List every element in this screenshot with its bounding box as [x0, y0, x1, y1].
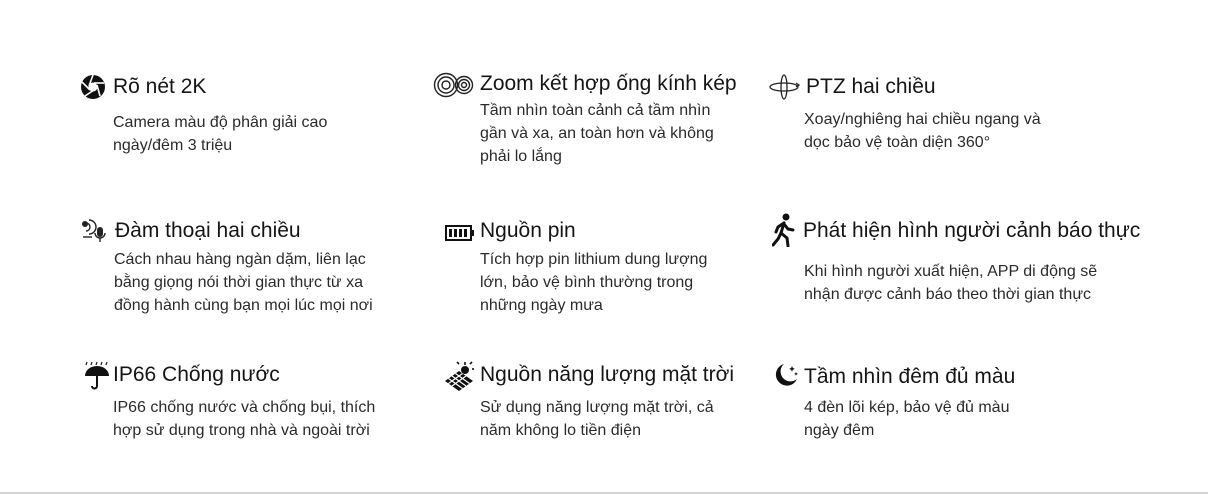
description-line: ngày/đêm 3 triệu [113, 137, 233, 154]
feature-description [113, 111, 327, 157]
walking-person-icon [772, 213, 796, 247]
description-line: Tích hợp pin lithium dung lượng [480, 251, 708, 268]
description-line: gần và xa, an toàn hơn và không [480, 125, 714, 142]
feature-description [113, 396, 375, 442]
feature-description [480, 248, 707, 317]
description-line: lớn, bảo vệ bình thường trong [480, 274, 694, 291]
feature-title: Phát hiện hình người cảnh báo thực [803, 219, 1141, 242]
description-line: bằng giọng nói thời gian thực từ xa [114, 274, 363, 291]
battery-icon [445, 224, 475, 242]
feature-title: Nguồn năng lượng mặt trời [480, 363, 735, 386]
description-line: nhận được cảnh báo theo thời gian thực [804, 286, 1092, 303]
two-way-talk-icon [80, 217, 108, 243]
feature-title: IP66 Chống nước [113, 363, 280, 386]
feature-title: Nguồn pin [480, 219, 576, 242]
description-line: Cách nhau hàng ngàn dặm, liên lạc [114, 251, 366, 268]
description-line: Sử dụng năng lượng mặt trời, cả [480, 399, 714, 416]
description-line: 4 đèn lõi kép, bảo vệ đủ màu [804, 399, 1010, 416]
feature-title: Tầm nhìn đêm đủ màu [804, 365, 1016, 388]
feature-title: Rõ nét 2K [113, 75, 207, 98]
description-line: Xoay/nghiêng hai chiều ngang và [804, 111, 1041, 128]
description-line: những ngày mưa [480, 297, 603, 314]
description-line: đồng hành cùng bạn mọi lúc mọi nơi [114, 297, 373, 314]
description-line: phải lo lắng [480, 148, 562, 165]
moon-stars-icon [772, 362, 800, 390]
description-line: ngày đêm [804, 422, 875, 439]
feature-title: Đàm thoại hai chiều [115, 219, 301, 242]
feature-description [804, 260, 1097, 306]
feature-title: PTZ hai chiều [806, 75, 936, 98]
solar-panel-icon [443, 361, 475, 393]
feature-description [804, 396, 1009, 442]
feature-description [804, 108, 1041, 154]
description-line: năm không lo tiền điện [480, 422, 641, 439]
dual-lens-icon [433, 72, 475, 98]
ptz-rotate-icon [768, 73, 800, 101]
description-line: IP66 chống nước và chống bụi, thích [113, 399, 376, 416]
feature-description [114, 248, 373, 317]
umbrella-rain-icon [84, 361, 110, 391]
feature-title: Zoom kết hợp ống kính kép [480, 72, 737, 95]
description-line: Tầm nhìn toàn cảnh cả tầm nhìn [480, 102, 711, 119]
description-line: Khi hình người xuất hiện, APP di động sẽ [804, 263, 1098, 280]
feature-description [480, 396, 714, 442]
description-line: Camera màu độ phân giải cao [113, 114, 328, 131]
aperture-icon [80, 74, 106, 100]
feature-description [480, 99, 714, 168]
description-line: dọc bảo vệ toàn diện 360° [804, 134, 991, 151]
description-line: hợp sử dụng trong nhà và ngoài trời [113, 422, 370, 439]
